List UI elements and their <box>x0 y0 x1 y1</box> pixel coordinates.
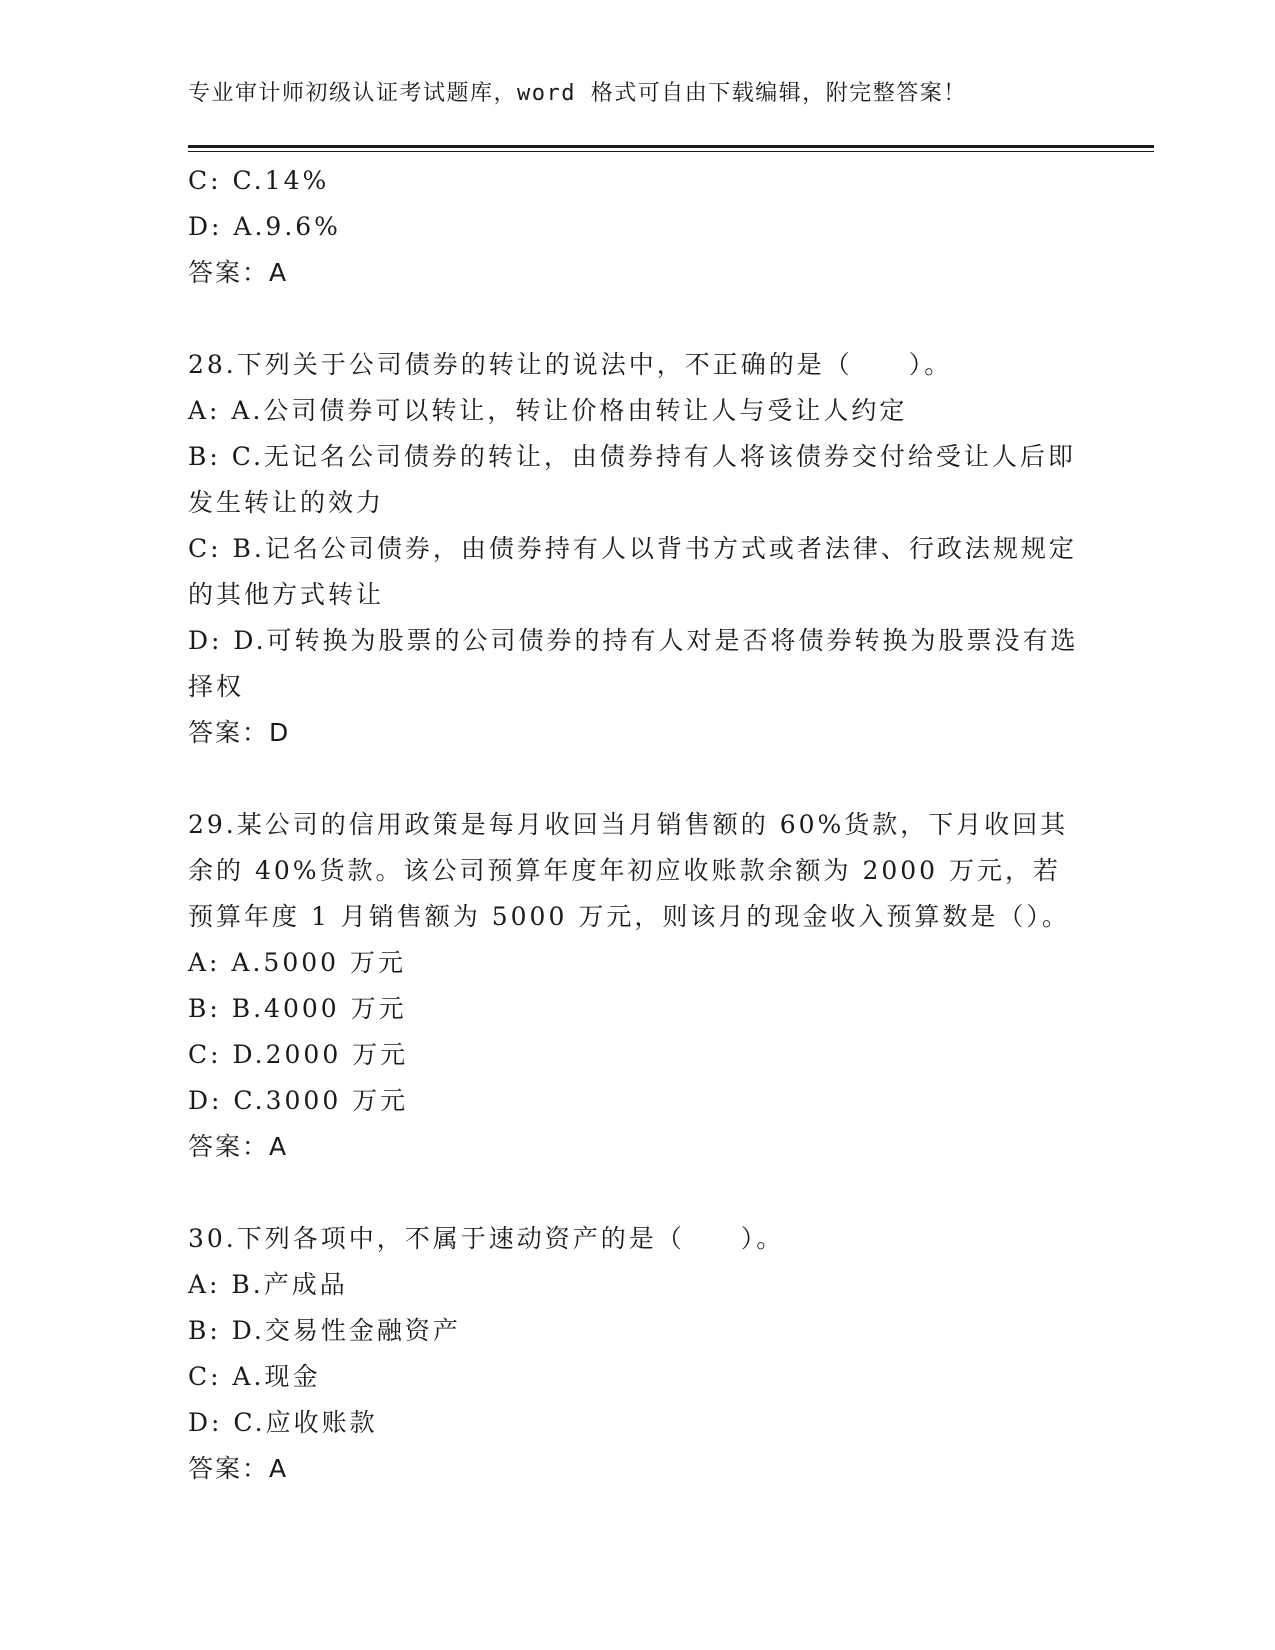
option-b: B: D.交易性金融资产 <box>188 1316 461 1345</box>
option-a: A: A.公司债券可以转让，转让价格由转让人与受让人约定 <box>188 396 908 425</box>
option-c: C: A.现金 <box>188 1362 321 1391</box>
question-text: 30.下列各项中，不属于速动资产的是（ ）。 <box>188 1224 785 1253</box>
answer-line: 答案：A <box>188 1454 289 1483</box>
question-block-28 <box>188 342 1088 756</box>
answer-line: 答案：A <box>188 258 289 287</box>
option-c: C: B.记名公司债券，由债券持有人以背书方式或者法律、行政法规规定的其他方式转让 <box>188 534 1077 609</box>
option-c: C: D.2000 万元 <box>188 1040 409 1069</box>
answer-line: 答案：A <box>188 1132 289 1161</box>
question-list <box>188 158 1088 1492</box>
question-text: 29.某公司的信用政策是每月收回当月销售额的 60%货款，下月收回其余的 40%货款。该公司预算年度年初应收账款余额为 2000 万元，若预算年度 1 月销售额为 5000 万元，则该月的现金收入预算数是（）。 <box>188 810 1070 931</box>
spacer <box>188 1170 1088 1216</box>
question-block-27 <box>188 158 1088 296</box>
option-d: D: D.可转换为股票的公司债券的持有人对是否将债券转换为股票没有选择权 <box>188 626 1079 701</box>
option-a: A: A.5000 万元 <box>188 948 406 977</box>
spacer <box>188 756 1088 802</box>
option-d: D: A.9.6% <box>188 212 341 241</box>
option-d: D: C.3000 万元 <box>188 1086 409 1115</box>
page-header: 专业审计师初级认证考试题库，word 格式可自由下载编辑，附完整答案！ <box>188 81 967 106</box>
answer-line: 答案：D <box>188 718 291 747</box>
question-block-30 <box>188 1216 1088 1492</box>
option-d: D: C.应收账款 <box>188 1408 378 1437</box>
option-b: B: B.4000 万元 <box>188 994 407 1023</box>
option-b: B: C.无记名公司债券的转让，由债券持有人将该债券交付给受让人后即发生转让的效力 <box>188 442 1076 517</box>
header-rule-thin <box>188 151 1154 152</box>
question-text: 28.下列关于公司债券的转让的说法中，不正确的是（ ）。 <box>188 350 953 379</box>
option-c: C: C.14% <box>188 166 330 195</box>
spacer <box>188 296 1088 342</box>
header-rule-thick <box>188 145 1154 148</box>
question-block-29 <box>188 802 1088 1170</box>
option-a: A: B.产成品 <box>188 1270 348 1299</box>
